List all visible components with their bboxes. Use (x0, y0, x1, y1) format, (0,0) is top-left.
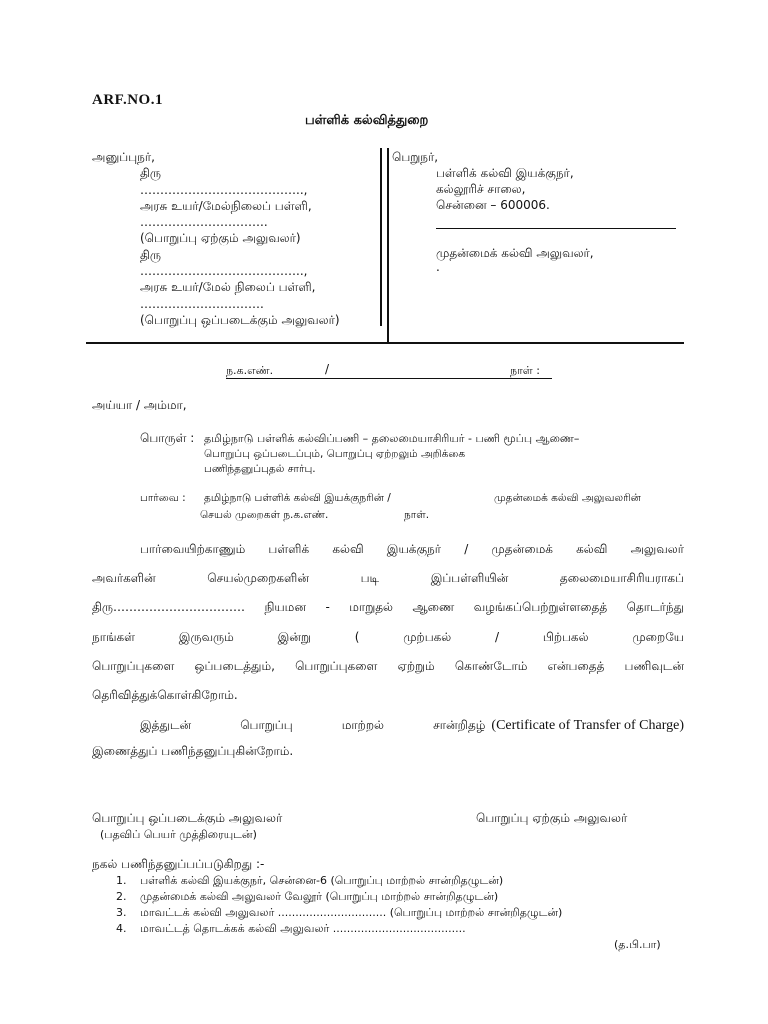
reference-line: தமிழ்நாடு பள்ளிக் கல்வி இயக்குநரின் / (204, 492, 391, 504)
ref-number-label: ந.க.எண். (226, 364, 274, 377)
column-divider (387, 148, 389, 343)
body-line: பொறுப்புகளை ஒப்படைத்தும், பொறுப்புகளை ஏற்றும் கொண்டோம் என்பதைத் பணிவுடன் (92, 659, 684, 673)
copy-item: பள்ளிக் கல்வி இயக்குநர், சென்னை-6 (பொறுப்பு மாற்றல் சான்றிதழுடன்) (140, 874, 504, 887)
reference-line: நாள். (404, 509, 430, 521)
body-line: நாங்கள் இருவரும் இன்று ( முற்பகல் / பிற்பகல் முறையே (92, 630, 684, 644)
ref-date-label: நாள் : (510, 364, 540, 377)
salutation: அய்யா / அம்மா, (92, 398, 187, 412)
body-line: பார்வையிற்காணும் பள்ளிக் கல்வி இயக்குநர் / முதன்மைக் கல்வி அலுவலர் (140, 542, 684, 556)
copy-item-number: 1. (116, 874, 127, 887)
copy-item-number: 3. (116, 906, 127, 919)
reference-line: செயல் முறைகள் ந.க.எண். (200, 509, 329, 521)
body-text: இத்துடன் பொறுப்பு மாற்றல் சான்றிதழ் (140, 718, 486, 732)
copy-item: மாவட்டத் தொடக்கக் கல்வி அலுவலர் ...................................... (140, 922, 466, 935)
body-line (140, 718, 684, 734)
sender-line: திரு (140, 248, 161, 262)
copy-item-number: 2. (116, 890, 127, 903)
sender-line: (பொறுப்பு ஏற்கும் அலுவலர்) (140, 231, 301, 245)
english-phrase: (Certificate of Transfer of Charge) (491, 718, 684, 733)
copy-item: மாவட்டக் கல்வி அலுவலர் ............................... (பொறுப்பு மாற்றல் சான்றிதழுடன்) (140, 906, 563, 919)
recipient-line: பள்ளிக் கல்வி இயக்குநர், (436, 166, 574, 180)
copy-item: முதன்மைக் கல்வி அலுவலர் வேலூர் (பொறுப்பு மாற்றல் சான்றிதழுடன்) (140, 890, 499, 903)
subject-line: பொறுப்பு ஒப்படைப்பும், பொறுப்பு ஏற்றலும் அறிக்கை (204, 448, 466, 460)
column-divider (380, 148, 382, 326)
sender-line: (பொறுப்பு ஒப்படைக்கும் அலுவலர்) (140, 313, 340, 327)
block-bottom-rule (86, 342, 684, 344)
body-line: இணைத்துப் பணிந்தனுப்புகின்றோம். (92, 744, 294, 758)
sender-line: ………………………….. (140, 215, 268, 229)
sender-line: ………………………………….., (140, 183, 308, 197)
department-title: பள்ளிக் கல்வித்துறை (305, 113, 429, 128)
signature-right: பொறுப்பு ஏற்கும் அலுவலர் (476, 811, 628, 825)
ref-underline (226, 378, 552, 379)
sender-line: ………………………………….., (140, 264, 308, 278)
signature-left-sub: (பதவிப் பெயர் முத்திரையுடன்) (100, 828, 257, 841)
sender-line: அரசு உயர்/மேல்நிலைப் பள்ளி, (140, 199, 312, 213)
sender-line: அரசு உயர்/மேல் நிலைப் பள்ளி, (140, 280, 316, 294)
body-line: திரு…………………………… நியமன - மாறுதல் ஆணை வழங்கப்பெற்றுள்ளதைத் தொடர்ந்து (92, 600, 684, 614)
ref-slash: / (325, 362, 330, 376)
recipient-alt-dot: . (436, 260, 440, 274)
recipient-line: சென்னை – 600006. (436, 198, 550, 212)
recipient-label: பெறுநர், (392, 150, 439, 164)
sender-line: …………………………. (140, 297, 264, 311)
subject-line: தமிழ்நாடு பள்ளிக் கல்விப்பணி – தலைமையாசிரியர் - பணி மூப்பு ஆணை– (204, 432, 580, 445)
subject-line: பணிந்தனுப்புதல் சார்பு. (204, 463, 316, 475)
sender-label: அனுப்புநர், (92, 150, 155, 164)
signature-left: பொறுப்பு ஒப்படைக்கும் அலுவலர் (92, 811, 283, 825)
form-number: ARF.NO.1 (92, 92, 163, 108)
body-line: அவர்களின் செயல்முறைகளின் படி இப்பள்ளியின் தலைமையாசிரியராகப் (92, 571, 684, 585)
separator-line (436, 228, 676, 229)
body-line: தெரிவித்துக்கொள்கிறோம். (92, 688, 238, 702)
reference-label: பார்வை : (140, 492, 186, 504)
copy-item-number: 4. (116, 922, 127, 935)
recipient-line: கல்லூரிச் சாலை, (436, 182, 526, 196)
reference-line: முதன்மைக் கல்வி அலுவலரின் (494, 492, 641, 504)
recipient-alt-line: முதன்மைக் கல்வி அலுவலர், (436, 246, 594, 260)
subject-label: பொருள் : (140, 431, 195, 445)
footer-initials: (த.பி.பா) (614, 938, 661, 951)
copies-label: நகல் பணிந்தனுப்பப்படுகிறது :- (92, 857, 265, 871)
sender-line: திரு (140, 166, 161, 180)
